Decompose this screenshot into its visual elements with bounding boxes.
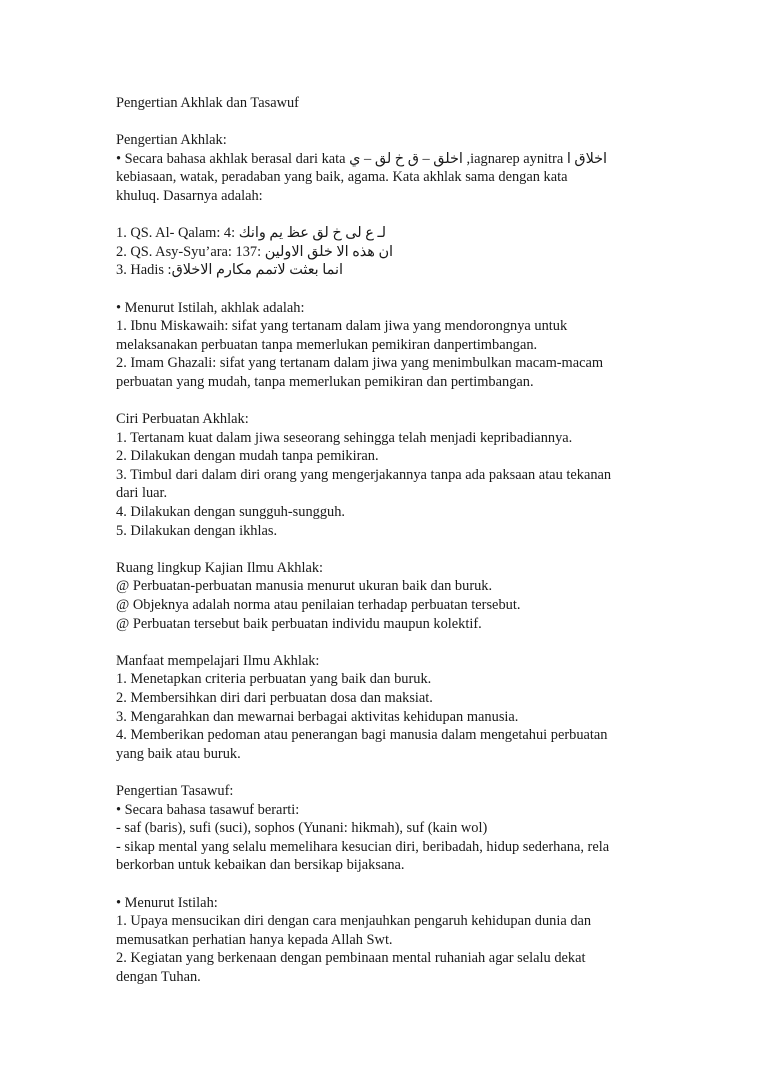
section-heading: Pengertian Akhlak:	[116, 132, 227, 149]
text-line: • Secara bahasa akhlak berasal dari kata اخلق – ق خ لق – ي ,iagnarep aynitra اخلاق ا	[116, 150, 608, 167]
text-line: berkorban untuk kebaikan dan bersikap bijaksana.	[116, 857, 405, 874]
text-line: • Menurut Istilah, akhlak adalah:	[116, 299, 305, 316]
text-line: 1. Ibnu Miskawaih: sifat yang tertanam dalam jiwa yang mendorongnya untuk	[116, 318, 568, 335]
spacer	[116, 763, 661, 782]
text-line: - sikap mental yang selalu memelihara kesucian diri, beribadah, hidup sederhana, rela	[116, 838, 610, 855]
list-item: 4. Dilakukan dengan sungguh-sungguh.	[116, 504, 346, 521]
spacer	[116, 392, 661, 411]
spacer	[116, 540, 661, 559]
text-line: • Menurut Istilah:	[116, 894, 218, 911]
spacer	[116, 875, 661, 894]
text-line: perbuatan yang mudah, tanpa memerlukan pemikiran dan pertimbangan.	[116, 373, 534, 390]
text-line: - saf (baris), sufi (suci), sophos (Yunani: hikmah), suf (kain wol)	[116, 820, 488, 837]
dasar-item: 2. QS. Asy-Syu’ara: 137: ان هذه الا خلق الاولين	[116, 243, 394, 260]
text-line: • Secara bahasa tasawuf berarti:	[116, 801, 300, 818]
text-line: dengan Tuhan.	[116, 968, 201, 985]
section-pengertian-tasawuf	[116, 782, 661, 987]
text-line: kebiasaan, watak, peradaban yang baik, agama. Kata akhlak sama dengan kata	[116, 169, 568, 186]
section-ruang-lingkup	[116, 559, 661, 633]
list-item: 5. Dilakukan dengan ikhlas.	[116, 522, 278, 539]
text-line: 2. Kegiatan yang berkenaan dengan pembinaan mental ruhaniah agar selalu dekat	[116, 950, 586, 967]
document-page	[116, 94, 661, 987]
section-heading: Ruang lingkup Kajian Ilmu Akhlak:	[116, 559, 324, 576]
list-item: 1. Tertanam kuat dalam jiwa seseorang sehingga telah menjadi kepribadiannya.	[116, 429, 573, 446]
list-item: 3. Timbul dari dalam diri orang yang mengerjakannya tanpa ada paksaan atau tekanan	[116, 466, 612, 483]
text-line: khuluq. Dasarnya adalah:	[116, 187, 263, 204]
list-item: 4. Memberikan pedoman atau penerangan bagi manusia dalam mengetahui perbuatan	[116, 727, 608, 744]
spacer	[116, 633, 661, 652]
list-item: @ Perbuatan-perbuatan manusia menurut ukuran baik dan buruk.	[116, 578, 493, 595]
list-item: @ Perbuatan tersebut baik perbuatan individu maupun kolektif.	[116, 615, 482, 632]
section-ciri-perbuatan	[116, 410, 661, 540]
text-line: melaksanakan perbuatan tanpa memerlukan pemikiran danpertimbangan.	[116, 336, 538, 353]
list-item: yang baik atau buruk.	[116, 745, 241, 762]
list-item: dari luar.	[116, 485, 168, 502]
spacer	[116, 280, 661, 299]
spacer	[116, 206, 661, 225]
list-item: 2. Membersihkan diri dari perbuatan dosa dan maksiat.	[116, 690, 433, 706]
section-heading: Ciri Perbuatan Akhlak:	[116, 411, 249, 428]
list-item: 3. Mengarahkan dan mewarnai berbagai aktivitas kehidupan manusia.	[116, 708, 519, 725]
list-item: 2. Dilakukan dengan mudah tanpa pemikiran.	[116, 448, 379, 465]
text-line: memusatkan perhatian hanya kepada Allah Swt.	[116, 931, 393, 948]
list-item: @ Objeknya adalah norma atau penilaian terhadap perbuatan tersebut.	[116, 597, 521, 614]
section-pengertian-akhlak	[116, 131, 661, 391]
section-heading: Pengertian Tasawuf:	[116, 782, 234, 799]
document-title: Pengertian Akhlak dan Tasawuf	[116, 95, 299, 111]
section-heading: Manfaat mempelajari Ilmu Akhlak:	[116, 652, 320, 669]
text-line: 1. Upaya mensucikan diri dengan cara menjauhkan pengaruh kehidupan dunia dan	[116, 913, 592, 930]
text-line: 2. Imam Ghazali: sifat yang tertanam dalam jiwa yang menimbulkan macam-macam	[116, 355, 604, 372]
spacer	[116, 113, 661, 132]
dasar-item: 3. Hadis :انما بعثت لاتمم مكارم الاخلاق	[116, 262, 343, 279]
section-manfaat	[116, 652, 661, 764]
dasar-item: 1. QS. Al- Qalam: 4: لـ ع لى خ لق عظ يم وانك	[116, 225, 387, 242]
list-item: 1. Menetapkan criteria perbuatan yang baik dan buruk.	[116, 671, 432, 688]
